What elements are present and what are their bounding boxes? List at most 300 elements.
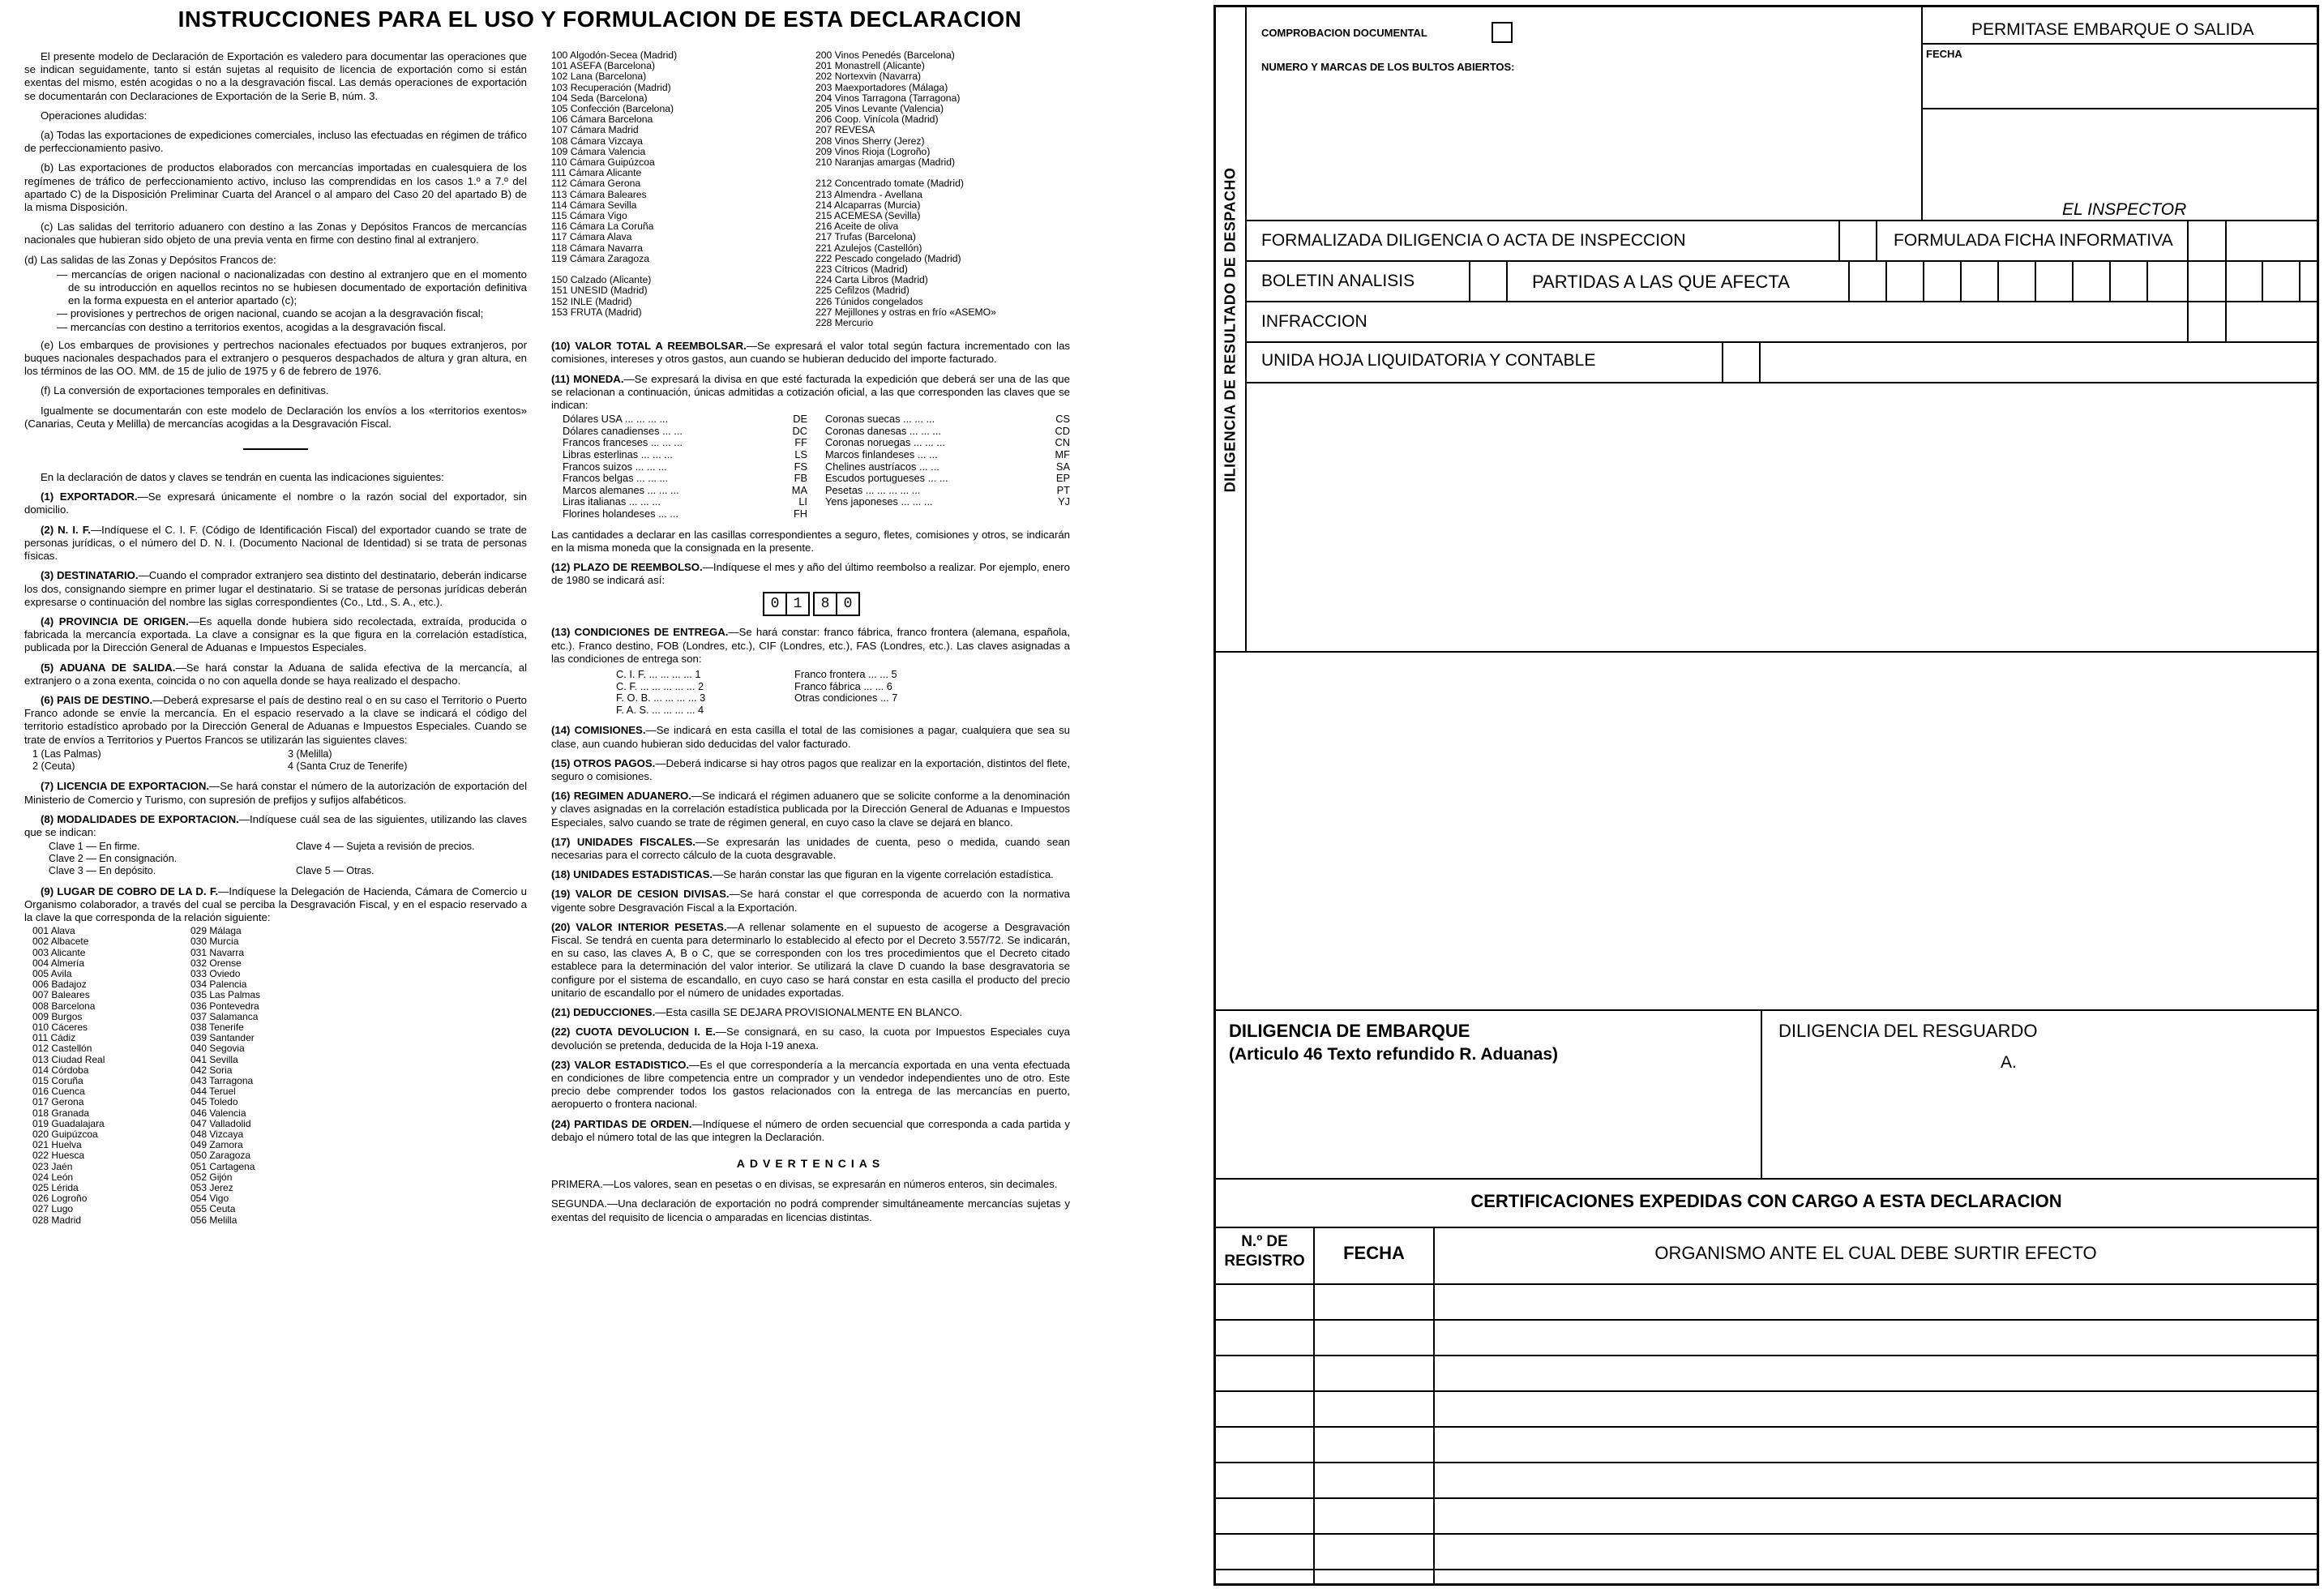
comprobacion-label: COMPROBACION DOCUMENTAL: [1261, 27, 1427, 39]
partida-cell-divider: [2146, 260, 2148, 301]
chamber-code: 152 INLE (Madrid): [551, 296, 632, 307]
province-code: 040 Segovia: [190, 1043, 245, 1055]
chamber-code: 108 Cámara Vizcaya: [551, 135, 643, 147]
note-13: [551, 626, 1070, 666]
province-code: 038 Tenerife: [190, 1022, 244, 1033]
partidas-label: PARTIDAS A LAS QUE AFECTA: [1532, 272, 1790, 292]
province-code: 044 Teruel: [190, 1086, 236, 1098]
province-code: 009 Burgos: [32, 1011, 83, 1022]
note-9: [24, 885, 527, 925]
chamber-code: 106 Cámara Barcelona: [551, 114, 653, 126]
fecha-label: FECHA: [1926, 48, 1962, 60]
note-24: [551, 1118, 1070, 1144]
chamber-code: 201 Monastrell (Alicante): [815, 61, 925, 72]
chamber-code: 116 Cámara La Coruña: [551, 221, 654, 233]
currency-code: CN: [1055, 436, 1070, 449]
note-text: —Se expresará el valor total según factura incrementado con las comisiones, intereses y otros gastos, aun cuando se hubieran deducido del importe facturado.: [551, 340, 1070, 366]
province-code: 042 Soria: [190, 1064, 233, 1076]
divider: [1921, 7, 1923, 220]
chamber-code: 119 Cámara Zaragoza: [551, 253, 650, 264]
territory-code: 2 (Ceuta): [32, 760, 75, 772]
note-heading: (18) UNIDADES ESTADISTICAS.: [551, 868, 713, 881]
bultos-label: NUMERO Y MARCAS DE LOS BULTOS ABIERTOS:: [1261, 61, 1515, 73]
divider: [1313, 1227, 1315, 1583]
province-code: 021 Huelva: [32, 1140, 82, 1151]
chamber-code: 109 Cámara Valencia: [551, 146, 646, 157]
note-6: [24, 694, 527, 747]
currency-code: LI: [798, 495, 807, 508]
note-1: [24, 490, 527, 516]
province-code: 036 Pontevedra: [190, 1000, 259, 1012]
chamber-code: 200 Vinos Penedés (Barcelona): [815, 50, 955, 61]
op-d: (d) Las salidas de las Zonas y Depósitos Francos de:: [24, 253, 276, 266]
delivery-code: Franco fábrica ... ... 6: [794, 679, 892, 692]
currency-name: Escudos portugueses ... ...: [825, 472, 948, 485]
province-code: 034 Palencia: [190, 979, 247, 991]
note-heading: (21) DEDUCCIONES.: [551, 1006, 656, 1019]
note-text: —Se hará constar el número de la autorización de exportación del Ministerio de Comercio y Turismo, con supresión de prefijos y sufijos alfabéticos.: [24, 780, 527, 806]
note-14: [551, 724, 1070, 750]
province-code: 048 Vizcaya: [190, 1129, 244, 1140]
delivery-code: C. F. ... ... ... ... ... 2: [616, 679, 704, 692]
chamber-code: 213 Almendra - Avellana: [815, 189, 922, 200]
cert-row-line: [1216, 1390, 2317, 1392]
currency-code: DC: [792, 424, 807, 437]
note-4: [24, 615, 527, 655]
cert-row-line: [1216, 1283, 2317, 1285]
province-code: 019 Guadalajara: [32, 1118, 105, 1129]
note-heading: (9) LUGAR DE COBRO DE LA D. F.: [41, 884, 219, 897]
note-heading: (3) DESTINATARIO.: [41, 569, 139, 582]
advertencias-title: ADVERTENCIAS: [736, 1156, 885, 1170]
modality-code: Clave 3 — En depósito.: [49, 864, 156, 876]
note-8: [24, 813, 527, 839]
vertical-label-column: [1216, 7, 1247, 651]
province-code: 030 Murcia: [190, 936, 239, 948]
chamber-code: 117 Cámara Alava: [551, 232, 632, 243]
note-text: —Es aquella donde hubiera sido recolectada, extraída, producida o fabricada la mercancía exportada. La clave a consignar es la que figura en la correlación estadística, publicada por la Dirección General de Aduanas e Impuestos Especiales.: [24, 615, 528, 654]
chamber-code: 150 Calzado (Alicante): [551, 275, 652, 286]
note-text: —Indíquese el mes y año del último reembolso a realizar. Por ejemplo, enero de 1980 se indicará así:: [551, 561, 1071, 587]
delivery-code: C. I. F. ... ... ... ... 1: [616, 668, 701, 681]
note-12: [551, 561, 1070, 587]
province-code: 025 Lérida: [32, 1183, 79, 1194]
chamber-code: 228 Mercurio: [815, 318, 874, 329]
chamber-code: [551, 318, 806, 328]
territory-code: 4 (Santa Cruz de Tenerife): [288, 760, 408, 772]
chamber-code: 112 Cámara Gerona: [551, 178, 641, 190]
ops-heading: Operaciones aludidas:: [41, 109, 148, 122]
province-code: 029 Málaga: [190, 926, 242, 937]
note-text: —Se consignará, en su caso, la cuota por Impuestos Especiales cuya devolución se pretenda, deducida de la Hoja I-19 anexa.: [551, 1026, 1070, 1051]
currency-code: LS: [794, 448, 807, 461]
partida-cell-divider: [1997, 260, 1999, 301]
currency-list: [563, 413, 1070, 520]
province-code: 027 Lugo: [32, 1204, 74, 1215]
chamber-code: 118 Cámara Navarra: [551, 242, 643, 254]
chamber-code: 215 ACEMESA (Sevilla): [815, 211, 921, 222]
op-b: (b) Las exportaciones de productos elaborados con mercancías importadas en cualesquiera de los regímenes de tráfico de perfeccionamiento activo, incluso las comprendidas en los casos 1.º a 7.º del apartado C) de la Disposición Preliminar Cuarta del Arancel o al amparo del Caso 20 del apartado B) de la misma Disposición.: [24, 161, 527, 214]
chamber-code: 107 Cámara Madrid: [551, 125, 639, 136]
modality-code: Clave 1 — En firme.: [49, 841, 140, 853]
province-code: 013 Ciudad Real: [32, 1054, 105, 1065]
note-text: —Se hará constar el que corresponda de acuerdo con la normativa vigente sobre Desgravación Fiscal a la Exportación.: [551, 888, 1070, 914]
note-heading: (20) VALOR INTERIOR PESETAS.: [551, 920, 727, 933]
province-code: 047 Valladolid: [190, 1118, 251, 1129]
col-registro-line1: N.º DE: [1241, 1233, 1288, 1250]
province-code: 003 Alicante: [32, 947, 86, 958]
chamber-code: [551, 264, 806, 275]
note-heading: (14) COMISIONES.: [551, 724, 646, 737]
op-e: (e) Los embarques de provisiones y pertrechos nacionales efectuados por buques extranjeros, por buques nacionales despachados para el extranjero o pesqueros despachados de altura y gran altura, en los términos de las OO. MM. de 15 de julio de 1975 y 6 de febrero de 1976.: [24, 338, 527, 378]
embarque-title: DILIGENCIA DE EMBARQUE: [1229, 1021, 1470, 1041]
instructions-page: [24, 0, 1175, 1589]
currency-item: [825, 449, 1070, 461]
op-d-item: — mercancías con destino a territorios exentos, acogidas a la desgravación fiscal.: [57, 320, 447, 333]
cert-row-line: [1216, 1497, 2317, 1499]
note-text: —Indíquese cuál sea de las siguientes, utilizando las claves que se indican:: [24, 812, 527, 838]
divider: [1216, 1009, 2317, 1011]
note-heading: (7) LICENCIA DE EXPORTACION.: [41, 780, 210, 793]
note-10: [551, 340, 1070, 366]
divider: [2225, 301, 2227, 341]
province-code: 049 Zamora: [190, 1140, 243, 1151]
note-text: —Esta casilla SE DEJARA PROVISIONALMENTE EN BLANCO.: [655, 1006, 963, 1019]
chamber-code: 205 Vinos Levante (Valencia): [815, 104, 944, 115]
province-code: 032 Orense: [190, 957, 242, 969]
cert-row-line: [1216, 1569, 2317, 1570]
partida-cell-divider: [1848, 260, 1850, 301]
currency-code: YJ: [1058, 495, 1070, 508]
currency-name: Coronas danesas ... ... ...: [825, 424, 941, 437]
cert-title: CERTIFICACIONES EXPEDIDAS CON CARGO A ESTA DECLARACION: [1470, 1191, 2062, 1211]
partida-cell-divider: [1923, 260, 1924, 301]
divider: [1216, 651, 2317, 653]
chamber-code: 102 Lana (Barcelona): [551, 71, 647, 83]
province-code: 028 Madrid: [32, 1214, 82, 1226]
note-22: [551, 1026, 1070, 1051]
comprobacion-checkbox[interactable]: [1492, 22, 1513, 43]
currency-item: [825, 508, 1070, 520]
partida-cell-divider: [2225, 260, 2227, 301]
note-19: [551, 888, 1070, 914]
note-heading: (2) N. I. F.: [41, 523, 91, 536]
currency-item: [563, 426, 807, 438]
infraccion-label: INFRACCION: [1261, 312, 1367, 331]
currency-item: [825, 496, 1070, 508]
territory-codes: [32, 748, 527, 773]
currency-name: Florines holandeses ... ...: [563, 508, 678, 520]
chamber-code: 227 Mejillones y ostras en frío «ASEMO»: [815, 306, 996, 318]
note-2: [24, 524, 527, 563]
chamber-code: 207 REVESA: [815, 125, 875, 136]
divider: [2187, 301, 2189, 341]
note-heading: (17) UNIDADES FISCALES.: [551, 835, 695, 848]
modality-code: [296, 853, 527, 865]
province-code: 014 Córdoba: [32, 1064, 89, 1076]
chamber-code: 208 Vinos Sherry (Jerez): [815, 135, 925, 147]
note-heading: (4) PROVINCIA DE ORIGEN.: [41, 615, 189, 627]
currency-code: CD: [1055, 424, 1070, 437]
chamber-code: 110 Cámara Guipúzcoa: [551, 157, 655, 169]
currency-item: [563, 449, 807, 461]
note-text: —A rellenar solamente en el supuesto de acogerse a Desgravación Fiscal. Se tendrá en cuenta para determinarlo lo establecido al efecto por el Decreto 3.557/72. Se indicarán, en su caso, las claves A, B o C, que se corresponden con los tres procedimientos que el Decreto citado establece para la determinación del valor interior. Se utilizará la clave D cuando la base desgravatoria se configure por el sistema de escandallo, en cuyo caso se hará constar en esta casilla el producto del precio unitario de escandallo por el número de unidades exportadas.: [551, 920, 1070, 999]
chamber-code: 217 Trufas (Barcelona): [815, 232, 916, 243]
province-code: 055 Ceuta: [190, 1204, 236, 1215]
divider: [1433, 1227, 1435, 1583]
province-code: 037 Salamanca: [190, 1011, 259, 1022]
date-box: 1: [785, 592, 810, 616]
currency-name: Coronas suecas ... ... ...: [825, 413, 935, 426]
chamber-code: 101 ASEFA (Barcelona): [551, 61, 656, 72]
currency-name: Chelines austríacos ... ...: [825, 460, 939, 473]
note-text: —Se harán constar las que figuran en la vigente correlación estadística.: [713, 868, 1054, 881]
divider: [1506, 260, 1508, 301]
note-5: [24, 662, 527, 687]
partida-cell-divider: [2035, 260, 2036, 301]
note-text: —Se indicará en esta casilla el total de las comisiones a pagar, cualquiera que sea su clase, aun cuando hubieran sido deducidas del valor facturado.: [551, 724, 1070, 750]
delivery-codes: [616, 669, 957, 716]
chamber-code: 226 Túnidos congelados: [815, 296, 923, 307]
intro-paragraph: El presente modelo de Declaración de Exportación es valedero para documentar las operaciones que se indican seguidamente, tanto si están sujetas al requisito de licencia de exportación como si están exentas del mismo, estén acogidas o no a la desgravación fiscal. Las demás operaciones de exportación se documentarán con Declaraciones de Exportación de la Serie B, núm. 3.: [24, 50, 527, 102]
date-box: 0: [763, 592, 787, 616]
note-11b: Las cantidades a declarar en las casillas correspondientes a seguro, fletes, comisiones y otros, se indicarán en la misma moneda que la consignada en la presente.: [551, 528, 1070, 554]
chamber-code: 113 Cámara Baleares: [551, 189, 647, 200]
chamber-code: 105 Confección (Barcelona): [551, 104, 674, 115]
resguardo-label: DILIGENCIA DEL RESGUARDO: [1778, 1021, 2038, 1041]
province-code: 051 Cartagena: [190, 1161, 255, 1172]
chamber-code: 111 Cámara Alicante: [551, 168, 642, 179]
chamber-code-list: [551, 50, 1070, 328]
advertencia-2: SEGUNDA.—Una declaración de exportación no podrá comprender simultáneamente mercancías sujetas y exentas del requisito de licencia o amparadas en licencias distintas.: [551, 1197, 1070, 1223]
cert-row-line: [1216, 1533, 2317, 1535]
note-text: —Indíquese la Delegación de Hacienda, Cámara de Comercio u Organismo colaborador, a través del cual se perciba la Desgravación Fiscal, y en el espacio reservado a la clave la que corresponda de la relación siguiente:: [24, 884, 527, 923]
currency-name: Yens japoneses ... ... ...: [825, 495, 933, 508]
vertical-label: DILIGENCIA DE RESULTADO DE DESPACHO: [1222, 167, 1239, 493]
currency-name: Dólares canadienses ... ...: [563, 424, 683, 437]
note-text: —Cuando el comprador extranjero sea distinto del destinatario, deberán indicarse los dos, consignando siempre en primer lugar el destinatario. Si se tratase de personas jurídicas deberán expresarse o continuación del nombre las siglas correspondientes (Co., Ltd., S. A., etc.).: [24, 569, 527, 608]
note-text: —Deberá expresarse el país de destino real o en su caso el Territorio o Puerto Franco adonde se envíe la mercancía. En el espacio reservado a la clave se indicará el código del territorio estadístico aprobado por la Dirección General de Aduanas e Impuestos Especiales. Cuando se trate de envíos a Territorios y Puertos Francos se utilizarán las siguientes claves:: [24, 693, 527, 746]
delivery-code: F. O. B. ... ... ... ... 3: [616, 692, 706, 705]
partida-cell-divider: [2299, 260, 2300, 301]
chamber-code: 103 Recuperación (Madrid): [551, 82, 671, 93]
currency-name: Francos franceses ... ... ...: [563, 436, 683, 449]
province-code: 033 Oviedo: [190, 968, 241, 979]
chamber-code: 206 Coop. Vinícola (Madrid): [815, 114, 939, 126]
currency-code: MA: [791, 483, 807, 496]
note-text: —Se indicará el régimen aduanero que se solicite conforme a la denominación y claves asignadas en la correlación estadística publicada por la Dirección General de Aduanas e Impuestos Especiales, salvo cuando se trate de régimen general, en cuyo caso la clave se dejará en blanco.: [551, 790, 1070, 829]
inspector-label: EL INSPECTOR: [2062, 200, 2187, 219]
province-code: 026 Logroño: [32, 1193, 88, 1205]
note-16: [551, 790, 1070, 829]
boletin-label: BOLETIN ANALISIS: [1261, 272, 1415, 290]
currency-item: [563, 413, 807, 426]
chamber-code: 100 Algodón-Secea (Madrid): [551, 50, 678, 61]
note-heading: (13) CONDICIONES DE ENTREGA.: [551, 626, 729, 639]
divider: [1245, 382, 2317, 383]
chamber-code: 221 Azulejos (Castellón): [815, 242, 922, 254]
province-code: 001 Alava: [32, 926, 75, 937]
chamber-code: 216 Aceite de oliva: [815, 221, 899, 233]
province-code: 052 Gijón: [190, 1171, 233, 1183]
section-divider: [243, 448, 308, 450]
note-20: [551, 921, 1070, 1000]
col-registro-line2: REGISTRO: [1224, 1253, 1305, 1270]
currency-name: Liras italianas ... ... ...: [563, 495, 661, 508]
delivery-code: [794, 705, 957, 717]
note-heading: (16) REGIMEN ADUANERO.: [551, 790, 691, 803]
chamber-code: 151 UNESID (Madrid): [551, 285, 648, 297]
op-d-item: — mercancías de origen nacional o nacionalizadas con destino al extranjero que en el momento de su introducción en aquellos recintos no se hubiesen documentado de exportación definitiva en la forma expuesta en el anterior apartado (c);: [57, 268, 527, 307]
date-box: 8: [813, 592, 837, 616]
note-21: [551, 1006, 1070, 1019]
territory-code: 1 (Las Palmas): [32, 747, 101, 760]
divider: [1923, 43, 2317, 45]
partida-cell-divider: [1885, 260, 1887, 301]
instructions-column-1: [24, 50, 527, 1226]
col-organismo: ORGANISMO ANTE EL CUAL DEBE SURTIR EFECTO: [1654, 1243, 2097, 1263]
currency-name: Francos suizos ... ... ...: [563, 460, 667, 473]
resguardo-a: A.: [2001, 1053, 2017, 1072]
currency-code: DE: [793, 413, 807, 426]
note-heading: (22) CUOTA DEVOLUCION I. E.: [551, 1026, 716, 1039]
partida-cell-divider: [2109, 260, 2111, 301]
chamber-code: 212 Concentrado tomate (Madrid): [815, 178, 964, 190]
partida-cell-divider: [1960, 260, 1962, 301]
cert-row-line: [1216, 1462, 2317, 1463]
chamber-code: 225 Cefilzos (Madrid): [815, 285, 909, 297]
divider: [1761, 1009, 1762, 1178]
note-11: [551, 373, 1070, 413]
currency-code: MF: [1055, 448, 1070, 461]
province-code: 005 Avila: [32, 968, 72, 979]
decl-intro: En la declaración de datos y claves se tendrán en cuenta las indicaciones siguientes:: [41, 471, 444, 484]
note-heading: (19) VALOR DE CESION DIVISAS.: [551, 888, 730, 901]
currency-code: FS: [794, 460, 807, 473]
note-text: —Se expresará únicamente el nombre o la razón social del exportador, sin domicilio.: [24, 490, 527, 516]
province-code: 020 Guipúzcoa: [32, 1129, 98, 1140]
chamber-code: 114 Cámara Sevilla: [551, 199, 637, 211]
province-code: 016 Cuenca: [32, 1086, 85, 1098]
chamber-code: 210 Naranjas amargas (Madrid): [815, 157, 956, 169]
chamber-code: [815, 168, 1070, 178]
currency-item: [825, 485, 1070, 497]
currency-name: Dólares USA ... ... ... ...: [563, 413, 669, 426]
currency-item: [825, 473, 1070, 485]
note-heading: (11) MONEDA.: [551, 372, 624, 385]
note-heading: (12) PLAZO DE REEMBOLSO.: [551, 561, 703, 574]
divider: [1469, 260, 1470, 301]
chamber-code: 209 Vinos Rioja (Logroño): [815, 146, 931, 157]
currency-item: [563, 496, 807, 508]
currency-code: FB: [794, 472, 807, 485]
divider: [1759, 341, 1761, 382]
divider: [1923, 108, 2317, 109]
divider: [1245, 220, 2317, 221]
divider: [1722, 341, 1723, 382]
province-code: 046 Valencia: [190, 1107, 246, 1119]
delivery-code: F. A. S. ... ... ... ... 4: [616, 703, 704, 716]
province-code: 054 Vigo: [190, 1193, 229, 1205]
province-code: 022 Huesca: [32, 1150, 85, 1162]
note-text: —Es el que correspondería a la mercancía exportada en una venta efectuada en condiciones de libre competencia entre un comprador y un vendedor independientes uno de otro. Este precio debe comprender todos los gastos relacionados con la entrega de las mercancías en puerto, aeropuerto o frontera nacional.: [551, 1058, 1070, 1111]
divider: [1245, 260, 2317, 262]
note-heading: (1) EXPORTADOR.: [41, 490, 138, 503]
province-code: 056 Melilla: [190, 1214, 238, 1226]
partida-cell-divider: [2262, 260, 2263, 301]
note-heading: (24) PARTIDAS DE ORDEN.: [551, 1117, 692, 1130]
currency-item: [563, 437, 807, 449]
note-heading: (8) MODALIDADES DE EXPORTACION.: [41, 812, 239, 825]
chamber-code: 153 FRUTA (Madrid): [551, 306, 642, 318]
province-code: 006 Badajoz: [32, 979, 87, 991]
advertencia-1: PRIMERA.—Los valores, sean en pesetas o en divisas, se expresarán en números enteros, sin decimales.: [551, 1178, 1058, 1191]
date-box: 0: [836, 592, 860, 616]
note-heading: (15) OTROS PAGOS.: [551, 756, 656, 769]
formalizada-label: FORMALIZADA DILIGENCIA O ACTA DE INSPECCION: [1261, 231, 1686, 250]
note-heading: (6) PAIS DE DESTINO.: [41, 693, 153, 706]
province-code: 015 Coruña: [32, 1075, 83, 1086]
op-a: (a) Todas las exportaciones de expediciones comerciales, incluso las efectuadas en régimen de tráfico de perfeccionamiento pasivo.: [24, 129, 527, 155]
date-example-boxes: [551, 592, 1070, 616]
province-code: 004 Almería: [32, 957, 85, 969]
province-code: 035 Las Palmas: [190, 990, 261, 1001]
divider: [1216, 1178, 2317, 1180]
note-text: —Se expresarán las unidades de cuenta, peso o medida, cuando sean necesarias para el correcto cálculo de la cuota desgravable.: [551, 835, 1070, 862]
province-code: 045 Toledo: [190, 1097, 238, 1108]
note-text: —Se hará constar: franco fábrica, franco frontera (alemana, española, etc.). Franco destino, FOB (Londres, etc.), CIF (Londres, etc.), FAS (Londres, etc.). Las claves asignadas a las condiciones de entrega son:: [551, 626, 1071, 665]
partida-cell-divider: [2187, 260, 2189, 301]
province-code: 002 Albacete: [32, 936, 89, 948]
currency-name: Pesetas ... ... ... ... ...: [825, 483, 921, 496]
chamber-code: 214 Alcaparras (Murcia): [815, 199, 921, 211]
province-code: 043 Tarragona: [190, 1075, 254, 1086]
note-heading: (5) ADUANA DE SALIDA.: [41, 661, 176, 674]
currency-code: EP: [1055, 472, 1070, 485]
embarque-subtitle: (Articulo 46 Texto refundido R. Aduanas): [1229, 1045, 1559, 1064]
note-heading: (10) VALOR TOTAL A REEMBOLSAR.: [551, 340, 747, 353]
province-code: 053 Jerez: [190, 1183, 233, 1194]
cert-row-line: [1216, 1319, 2317, 1321]
note-23: [551, 1059, 1070, 1111]
op-d-item: — provisiones y pertrechos de origen nacional, cuando se acojan a la desgravación fiscal;: [57, 307, 484, 320]
customs-form: [1213, 5, 2319, 1586]
currency-code: CS: [1055, 413, 1070, 426]
modality-codes: [49, 841, 527, 876]
divider: [1245, 341, 2317, 343]
note-18: [551, 868, 1070, 881]
province-code: 018 Granada: [32, 1107, 90, 1119]
delivery-code: Franco frontera ... ... 5: [794, 668, 897, 681]
also-paragraph: Igualmente se documentarán con este modelo de Declaración los envíos a los «territorios exentos» (Canarias, Ceuta y Melilla) de mercancías acogidas a la Desgravación Fiscal.: [24, 404, 527, 430]
note-heading: (23) VALOR ESTADISTICO.: [551, 1058, 690, 1071]
province-code-list: [32, 926, 340, 1226]
note-17: [551, 836, 1070, 862]
province-code: 011 Cádiz: [32, 1033, 76, 1044]
currency-code: FH: [793, 508, 807, 520]
modality-code: Clave 2 — En consignación.: [49, 852, 178, 864]
instructions-column-2: [551, 50, 1070, 1231]
chamber-code: 224 Carta Libros (Madrid): [815, 275, 928, 286]
permitase-label: PERMITASE EMBARQUE O SALIDA: [1971, 20, 2254, 39]
chamber-code: 204 Vinos Tarragona (Tarragona): [815, 92, 961, 104]
province-code: 012 Castellón: [32, 1043, 92, 1055]
cert-row-line: [1216, 1426, 2317, 1428]
divider: [2187, 220, 2189, 260]
note-text: —Deberá indicarse si hay otros pagos que realizar en la exportación, distintos del flete, seguro o comisiones.: [551, 756, 1070, 783]
chamber-code: 202 Nortexvin (Navarra): [815, 71, 922, 83]
currency-item: [825, 461, 1070, 473]
